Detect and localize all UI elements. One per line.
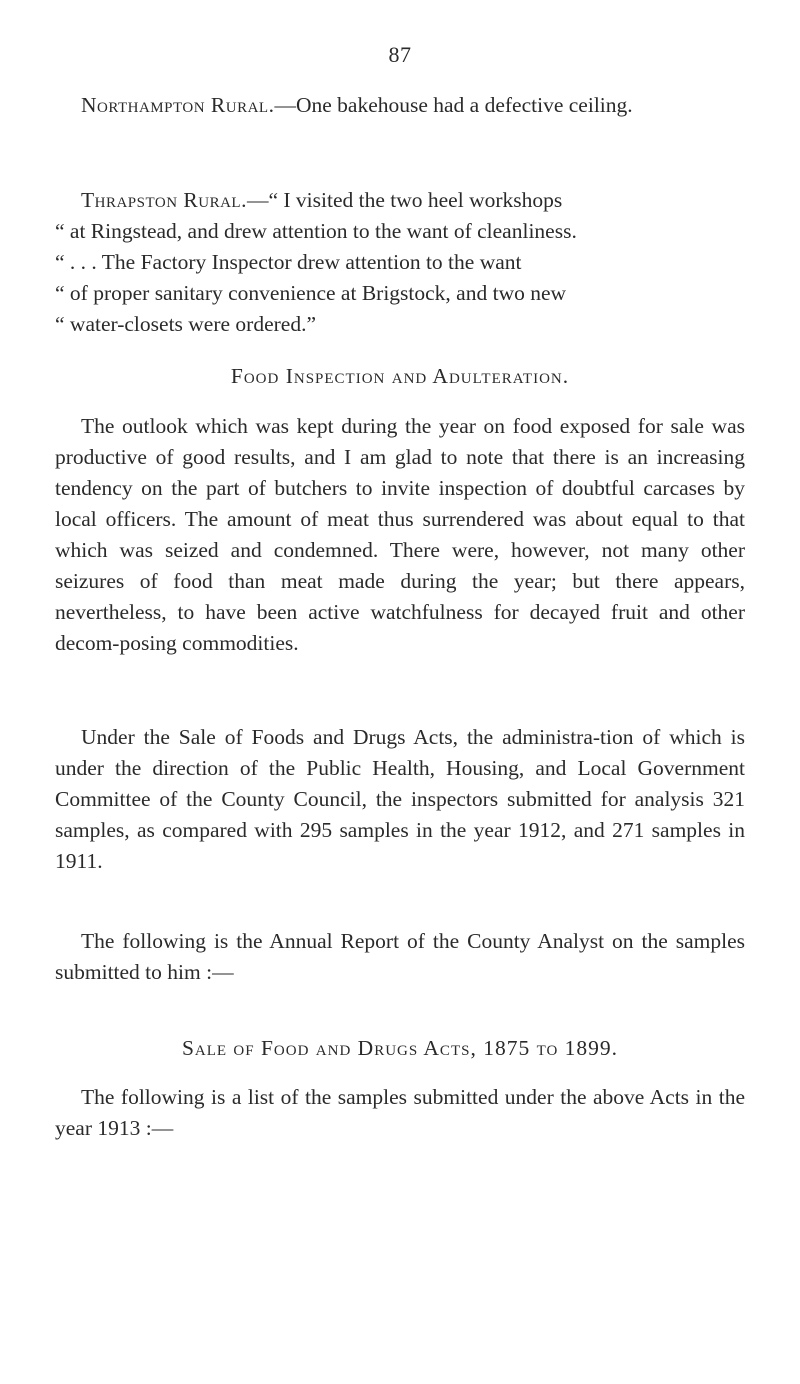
following-paragraph: The following is the Annual Report of the County Analyst on the samples submitted to him :— xyxy=(55,929,745,984)
sale-paragraph: Under the Sale of Foods and Drugs Acts, the administra-tion of which is under the direction of the Public Health, Housing, and Local Government Committee of the County Council, the inspectors submitted for analysis 321 samples, as compared with 295 samples in the year 1912, and 271 samples in 1911. xyxy=(55,725,745,873)
thrapston-paragraph xyxy=(55,185,745,340)
food-paragraph-block xyxy=(55,411,745,659)
acts-heading: Sale of Food and Drugs Acts, 1875 to 1899. xyxy=(181,1036,619,1060)
thrapston-line-3: “ . . . The Factory Inspector drew attention to the want xyxy=(55,250,522,274)
thrapston-line-5: “ water-closets were ordered.” xyxy=(55,312,317,336)
northampton-lead: Northampton Rural. xyxy=(81,93,275,117)
thrapston-line-2: “ at Ringstead, and drew attention to the want of cleanliness. xyxy=(55,219,577,243)
sale-paragraph-block xyxy=(55,722,745,877)
list-paragraph: The following is a list of the samples submitted under the above Acts in the year 1913 :— xyxy=(55,1085,745,1140)
northampton-text: —One bakehouse had a defective ceiling. xyxy=(274,93,633,117)
thrapston-lead: Thrapston Rural. xyxy=(81,188,247,212)
page-number: 87 xyxy=(388,42,412,67)
thrapston-line-4: “ of proper sanitary convenience at Brigstock, and two new xyxy=(55,281,567,305)
thrapston-line-1: —“ I visited the two heel workshops xyxy=(246,188,563,212)
food-inspection-heading: Food Inspection and Adulteration. xyxy=(230,364,570,388)
following-paragraph-block xyxy=(55,926,745,988)
list-paragraph-block xyxy=(55,1082,745,1144)
food-paragraph: The outlook which was kept during the year on food exposed for sale was productive of good results, and I am glad to note that there is an increasing tendency on the part of butchers to invite inspection of doubtful carcases by local officers. The amount of meat thus surrendered was about equal to that which was seized and condemned. There were, however, not many other seizures of food than meat made during the year; but there appears, nevertheless, to have been active watchfulness for decayed fruit and other decom-posing commodities. xyxy=(55,414,745,655)
northampton-paragraph xyxy=(55,90,745,121)
